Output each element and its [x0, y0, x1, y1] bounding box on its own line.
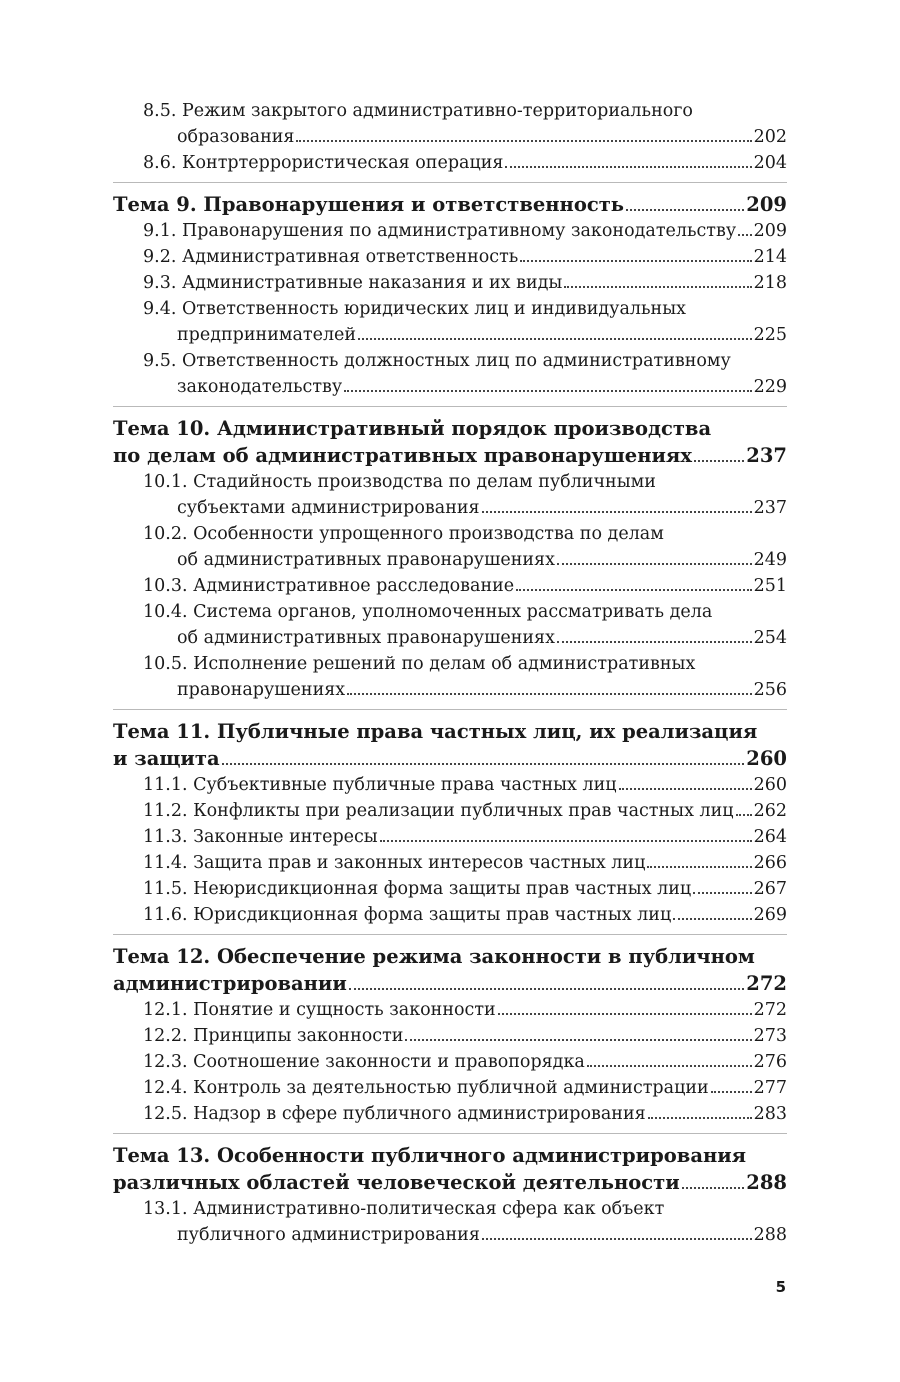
- toc-page-number: 218: [753, 273, 787, 293]
- toc-item-text: 10.2. Особенности упрощенного производства по делам: [143, 524, 664, 544]
- dot-leader: [587, 1065, 752, 1067]
- toc-item-text: 12.1. Понятие и сущность законности: [143, 1000, 496, 1020]
- toc-item-text: 11.6. Юрисдикционная форма защиты прав частных лиц: [143, 905, 672, 925]
- dot-leader: [296, 140, 751, 142]
- toc-topic-title: Тема 10. Административный порядок производства: [113, 417, 712, 440]
- dot-leader: [557, 641, 752, 643]
- toc-item-10-4[interactable]: [113, 599, 787, 651]
- toc-item-text: 11.1. Субъективные публичные права частных лиц: [143, 775, 617, 795]
- toc-item-text: субъектами администрирования: [177, 498, 480, 518]
- dot-leader: [648, 1117, 752, 1119]
- dot-leader: [222, 763, 745, 765]
- toc-item-9-5[interactable]: [113, 348, 787, 400]
- toc-page-number: 225: [753, 325, 787, 345]
- toc-item-text: 12.2. Принципы законности: [143, 1026, 404, 1046]
- toc-item-11-5[interactable]: [113, 876, 787, 902]
- toc-page-number: 254: [753, 628, 787, 648]
- toc-topic-title: Тема 13. Особенности публичного администрирования: [113, 1144, 747, 1167]
- toc-page-number: 209: [746, 193, 787, 216]
- toc-item-10-2[interactable]: [113, 521, 787, 573]
- toc-item-text: правонарушениях: [177, 680, 346, 700]
- toc-item-text: 9.2. Административная ответственность: [143, 247, 519, 267]
- toc-item-11-4[interactable]: [113, 850, 787, 876]
- dot-leader: [647, 866, 751, 868]
- toc-page-number: 251: [753, 576, 787, 596]
- dot-leader: [736, 814, 752, 816]
- toc-page-number: 202: [753, 127, 787, 147]
- dot-leader: [505, 166, 751, 168]
- dot-leader: [557, 563, 752, 565]
- toc-item-text: 9.5. Ответственность должностных лиц по административному: [143, 351, 731, 371]
- toc-item-text: об административных правонарушениях: [177, 550, 555, 570]
- toc-item-text: 12.5. Надзор в сфере публичного администрирования: [143, 1104, 646, 1124]
- toc-item-10-1[interactable]: [113, 469, 787, 521]
- toc-topic-12[interactable]: [113, 934, 787, 997]
- dot-leader: [482, 511, 752, 513]
- toc-item-text: 8.5. Режим закрытого административно-территориального: [143, 101, 693, 121]
- toc-page-number: 262: [753, 801, 787, 821]
- toc-item-12-5[interactable]: [113, 1101, 787, 1127]
- page-number: 5: [775, 1278, 786, 1296]
- toc-item-text: 10.4. Система органов, уполномоченных рассматривать дела: [143, 602, 713, 622]
- toc-topic-title: и защита: [113, 747, 220, 770]
- table-of-contents: [113, 98, 787, 1248]
- dot-leader: [711, 1091, 752, 1093]
- toc-topic-9[interactable]: [113, 182, 787, 218]
- toc-item-13-1[interactable]: [113, 1196, 787, 1248]
- toc-page-number: 229: [753, 377, 787, 397]
- toc-item-text: законодательству: [177, 377, 343, 397]
- dot-leader: [738, 234, 751, 236]
- toc-topic-title: по делам об административных правонарушениях: [113, 444, 692, 467]
- toc-item-text: 10.3. Административное расследование: [143, 576, 515, 596]
- toc-item-text: 10.5. Исполнение решений по делам об административных: [143, 654, 696, 674]
- toc-item-text: 9.1. Правонарушения по административному законодательству: [143, 221, 737, 241]
- dot-leader: [694, 460, 744, 462]
- toc-topic-11[interactable]: [113, 709, 787, 772]
- toc-topic-title: Тема 11. Публичные права частных лиц, их реализация: [113, 720, 758, 743]
- toc-item-12-2[interactable]: [113, 1023, 787, 1049]
- toc-item-text: 9.4. Ответственность юридических лиц и индивидуальных: [143, 299, 687, 319]
- dot-leader: [349, 988, 744, 990]
- toc-page-number: 237: [753, 498, 787, 518]
- toc-page-number: 269: [753, 905, 787, 925]
- dot-leader: [358, 338, 752, 340]
- toc-topic-13[interactable]: [113, 1133, 787, 1196]
- toc-page-number: 288: [753, 1225, 787, 1245]
- toc-item-8-6[interactable]: [113, 150, 787, 176]
- toc-page-number: 204: [753, 153, 787, 173]
- toc-page-number: 276: [753, 1052, 787, 1072]
- dot-leader: [626, 209, 744, 211]
- toc-item-9-1[interactable]: [113, 218, 787, 244]
- toc-page-number: 283: [753, 1104, 787, 1124]
- toc-item-text: 13.1. Административно-политическая сфера как объект: [143, 1199, 665, 1219]
- toc-page-number: 237: [746, 444, 787, 467]
- toc-item-text: 11.5. Неюрисдикционная форма защиты прав частных лиц: [143, 879, 692, 899]
- dot-leader: [564, 286, 751, 288]
- dot-leader: [619, 788, 752, 790]
- dot-leader: [682, 1187, 745, 1189]
- toc-topic-title: администрировании: [113, 972, 347, 995]
- dot-leader: [516, 589, 751, 591]
- toc-item-text: 12.3. Соотношение законности и правопорядка: [143, 1052, 585, 1072]
- toc-item-text: образования: [177, 127, 295, 147]
- dot-leader: [498, 1013, 752, 1015]
- toc-item-11-1[interactable]: [113, 772, 787, 798]
- toc-item-10-5[interactable]: [113, 651, 787, 703]
- toc-item-text: 8.6. Контртеррористическая операция: [143, 153, 504, 173]
- toc-page-number: 272: [746, 972, 787, 995]
- toc-page-number: 260: [746, 747, 787, 770]
- toc-item-text: предпринимателей: [177, 325, 357, 345]
- toc-item-9-2[interactable]: [113, 244, 787, 270]
- toc-item-12-4[interactable]: [113, 1075, 787, 1101]
- toc-item-11-3[interactable]: [113, 824, 787, 850]
- toc-page-number: 272: [753, 1000, 787, 1020]
- toc-item-11-6[interactable]: [113, 902, 787, 928]
- toc-item-12-1[interactable]: [113, 997, 787, 1023]
- toc-item-text: 10.1. Стадийность производства по делам публичными: [143, 472, 656, 492]
- toc-page-number: 267: [753, 879, 787, 899]
- toc-item-12-3[interactable]: [113, 1049, 787, 1075]
- toc-topic-title: Тема 12. Обеспечение режима законности в публичном: [113, 945, 755, 968]
- toc-topic-title: Тема 9. Правонарушения и ответственность: [113, 193, 625, 216]
- dot-leader: [482, 1238, 752, 1240]
- dot-leader: [693, 892, 751, 894]
- toc-page-number: 260: [753, 775, 787, 795]
- toc-page-number: 256: [753, 680, 787, 700]
- toc-page-number: 209: [753, 221, 787, 241]
- toc-item-text: 11.4. Защита прав и законных интересов частных лиц: [143, 853, 646, 873]
- toc-item-9-4[interactable]: [113, 296, 787, 348]
- toc-item-11-2[interactable]: [113, 798, 787, 824]
- toc-item-text: 11.3. Законные интересы: [143, 827, 378, 847]
- toc-page-number: 264: [753, 827, 787, 847]
- dot-leader: [344, 390, 751, 392]
- toc-item-10-3[interactable]: [113, 573, 787, 599]
- dot-leader: [520, 260, 751, 262]
- dot-leader: [347, 693, 751, 695]
- toc-page-number: 266: [753, 853, 787, 873]
- dot-leader: [673, 918, 751, 920]
- toc-item-text: об административных правонарушениях: [177, 628, 555, 648]
- dot-leader: [405, 1039, 751, 1041]
- toc-item-8-5[interactable]: [113, 98, 787, 150]
- dot-leader: [380, 840, 752, 842]
- toc-item-text: публичного администрирования: [177, 1225, 480, 1245]
- toc-page-number: 288: [746, 1171, 787, 1194]
- toc-item-9-3[interactable]: [113, 270, 787, 296]
- toc-page-number: 277: [753, 1078, 787, 1098]
- toc-topic-title: различных областей человеческой деятельности: [113, 1171, 680, 1194]
- toc-item-text: 11.2. Конфликты при реализации публичных прав частных лиц: [143, 801, 734, 821]
- toc-page-number: 249: [753, 550, 787, 570]
- toc-item-text: 9.3. Административные наказания и их виды: [143, 273, 563, 293]
- toc-item-text: 12.4. Контроль за деятельностью публичной администрации: [143, 1078, 709, 1098]
- toc-page-number: 214: [753, 247, 787, 267]
- toc-topic-10[interactable]: [113, 406, 787, 469]
- toc-page-number: 273: [753, 1026, 787, 1046]
